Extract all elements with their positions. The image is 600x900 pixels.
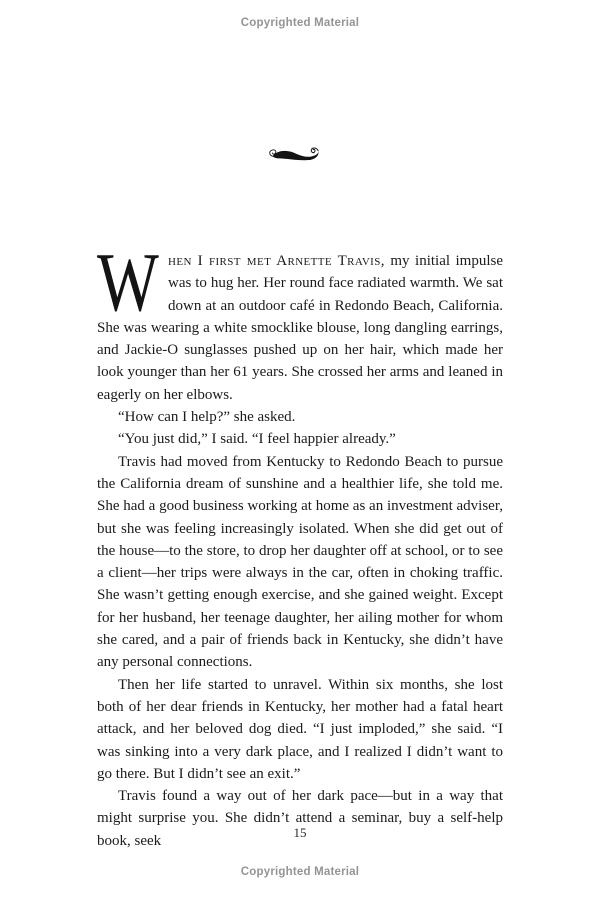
copyright-notice-bottom: Copyrighted Material <box>240 866 360 878</box>
page-body-text <box>97 236 503 852</box>
page-number: 15 <box>293 825 307 840</box>
opening-text: my initial impulse was to hug her. Her round face radiated warmth. We sat down at an outdoor café in Redondo Beach, California. She was wearing a white smocklike blouse, long dangling earrings, and Jackie-O sunglasses pushed up on her hair, which made her look younger than her 61 years. She crossed her arms and leaned in eagerly on her elbows. <box>97 253 503 403</box>
paragraph-travis-moved: Travis had moved from Kentucky to Redondo Beach to pursue the California dream of sunshine and a healthier life, she told me. She had a good business working at home as an investment adviser, but she was feeling increasingly isolated. When she did get out of the house—to the store, to drop her daughter off at school, or to see a client—her trips were always in the car, often in choking traffic. She wasn’t getting enough exercise, and she gained weight. Except for her husband, her teenage daughter, her ailing mother for whom she cared, and a pair of friends back in Kentucky, she didn’t have any personal connections. <box>97 453 503 671</box>
paragraph-way-out: Travis found a way out of her dark pace—but in a way that might surprise you. She didn’t attend a seminar, buy a self-help book, seek <box>97 788 503 849</box>
opening-small-caps: hen I first met Arnette Travis, <box>168 253 385 269</box>
opening-paragraph <box>97 236 503 406</box>
calligraphic-swash-icon <box>267 139 333 169</box>
paragraph-dialogue-2: “You just did,” I said. “I feel happier already.” <box>118 431 396 448</box>
paragraph-life-unravel: Then her life started to unravel. Within six months, she lost both of her dear friends in Kentucky, her mother had a fatal heart attack, and her beloved dog died. “I just imploded,” she said. “I was sinking into a very dark place, and I realized I didn’t want to go there. But I didn’t see an exit.” <box>97 676 503 782</box>
copyright-notice-top: Copyrighted Material <box>240 17 360 29</box>
paragraph-dialogue-1: “How can I help?” she asked. <box>118 409 296 426</box>
section-break-ornament <box>267 139 333 169</box>
dropcap-container <box>97 236 161 329</box>
dropcap-letter: W <box>97 236 159 329</box>
